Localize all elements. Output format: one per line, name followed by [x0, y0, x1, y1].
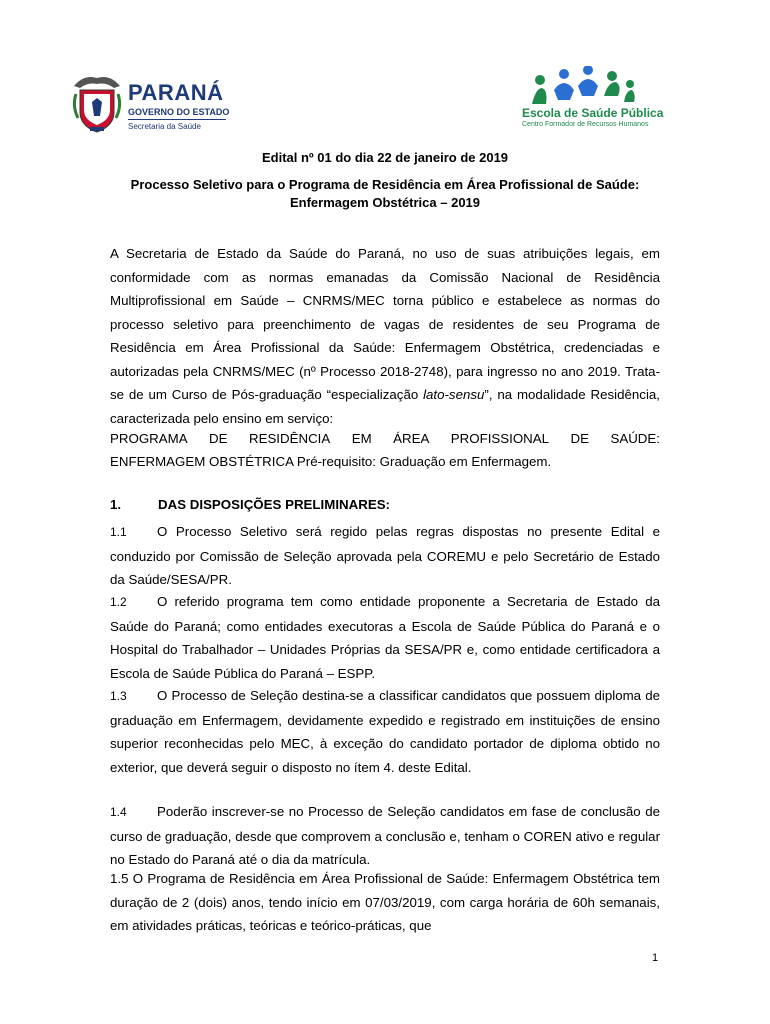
section-number: 1.: [110, 497, 122, 512]
escola-saude-publica-logo: [522, 66, 662, 132]
escola-saude-publica-subtitle: Centro Formador de Recursos Humanos: [522, 121, 649, 128]
program-word: EM: [351, 431, 372, 446]
list-item: [110, 520, 660, 592]
intro-paragraph: [110, 242, 660, 430]
item-text: O Processo Seletivo será regido pelas regras dispostas no presente Edital e conduzido por Comissão de Seleção aprovada pela COREMU e pelo Secretário de Estado da Saúde/SESA/PR.: [110, 524, 660, 587]
program-line-2: ENFERMAGEM OBSTÉTRICA Pré-requisito: Graduação em Enfermagem.: [110, 454, 552, 469]
program-word: PROFISSIONAL: [450, 431, 550, 446]
item-number: 1.2: [110, 595, 127, 609]
section-heading: [110, 497, 390, 512]
program-word: DE: [209, 431, 228, 446]
program-word: DE: [570, 431, 589, 446]
intro-text-b: ”, na modalidade Residência, caracterizada pelo ensino em serviço:: [110, 387, 660, 426]
section-title: DAS DISPOSIÇÕES PRELIMINARES:: [158, 497, 390, 512]
list-item: [110, 867, 660, 938]
intro-text-a: A Secretaria de Estado da Saúde do Paraná, no uso de suas atribuições legais, em conformidade com as normas emanadas da Comissão Nacional de Residência Multiprofissional em Saúde – CNRMS/MEC torna público e estabelece as normas do processo seletivo para preenchimento de vagas de residentes de seu Programa de Residência em Área Profissional da Saúde: Enfermagem Obstétrica, credenciadas e autorizadas pela CNRMS/MEC (nº Processo 2018-2748), para ingresso no ano 2019. Trata-se de um Curso de Pós-graduação “especialização: [110, 246, 660, 402]
parana-government-logo: [70, 70, 230, 136]
list-item: [110, 684, 660, 779]
item-text: Poderão inscrever-se no Processo de Seleção candidatos em fase de conclusão de curso de graduação, desde que comprovem a conclusão e, tenham o COREN ativo e regular no Estado do Paraná até o dia da matrícula.: [110, 804, 660, 867]
coat-of-arms-icon: [70, 72, 124, 134]
list-item: [110, 590, 660, 685]
item-number: 1.4: [110, 805, 127, 819]
item-text: O Processo de Seleção destina-se a classificar candidatos que possuem diploma de graduação em Enfermagem, devidamente expedido e registrado em instituições de ensino superior reconhecidas pelo MEC, à exceção do candidato portador de diploma obtido no exterior, que deverá seguir o disposto no ítem 4. deste Edital.: [110, 688, 660, 775]
program-word: ÁREA: [393, 431, 430, 446]
edital-title: Edital nº 01 do dia 22 de janeiro de 2019: [261, 150, 509, 165]
program-line: [110, 427, 660, 451]
program-word: PROGRAMA: [110, 431, 188, 446]
program-word: RESIDÊNCIA: [248, 431, 331, 446]
item-text: O Programa de Residência em Área Profissional de Saúde: Enfermagem Obstétrica tem duração de 2 (dois) anos, tendo início em 07/03/2019, com carga horária de 60h semanais, em atividades práticas, teóricas e teórico-práticas, que: [110, 871, 660, 933]
item-text: O referido programa tem como entidade proponente a Secretaria de Estado da Saúde do Paraná; como entidades executoras a Escola de Saúde Pública do Paraná e o Hospital do Trabalhador – Unidades Próprias da SESA/PR e, como entidade certificadora a Escola de Saúde Pública do Paraná – ESPP.: [110, 594, 660, 681]
program-word: SAÚDE:: [610, 431, 660, 446]
item-number: 1.3: [110, 689, 127, 703]
people-figures-icon: [526, 66, 638, 106]
intro-italic: lato-sensu: [423, 387, 485, 402]
list-item: [110, 800, 660, 872]
page-number: 1: [652, 952, 659, 964]
item-number: 1.1: [110, 525, 127, 539]
item-number: 1.5: [110, 871, 129, 886]
parana-name: PARANÁ: [128, 80, 224, 105]
escola-saude-publica-name: Escola de Saúde Pública: [522, 106, 664, 120]
process-title: Processo Seletivo para o Programa de Residência em Área Profissional de Saúde: Enfermagem Obstétrica – 2019: [130, 177, 640, 210]
governo-do-estado: GOVERNO DO ESTADO: [128, 107, 230, 117]
secretaria-da-saude: Secretaria da Saúde: [128, 119, 226, 132]
